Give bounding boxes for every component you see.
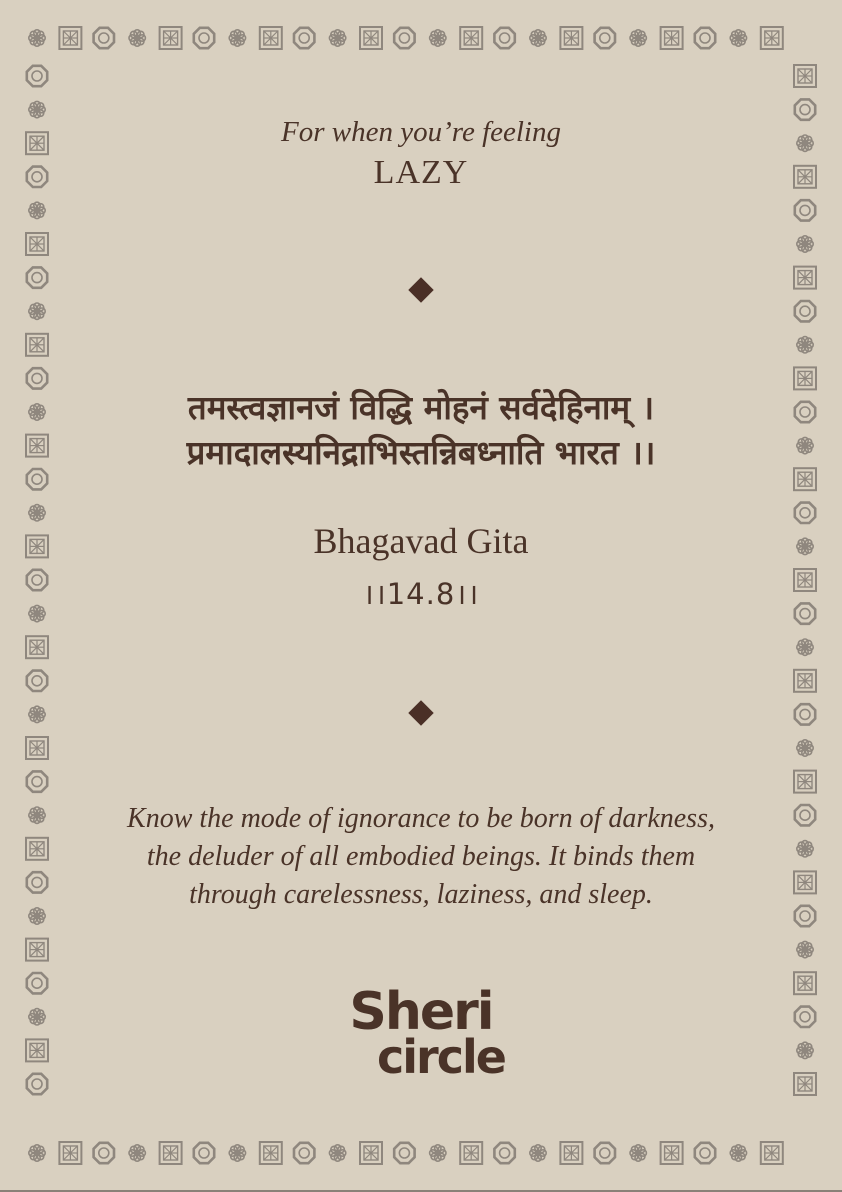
brand-logo-line-2: circle [377,1030,505,1084]
intro-lead-text: For when you’re feeling [281,116,561,148]
brand-logo-line-1: Sheri [349,982,493,1042]
source-title: Bhagavad Gita [313,521,529,561]
translation-line-1: Know the mode of ignorance to be born of darkness, [127,803,715,834]
translation-line-3: through carelessness, laziness, and sleep. [189,879,653,910]
sanskrit-verse-line-1: तमस्त्वज्ञानजं विद्धि मोहनं सर्वदेहिनाम् । [187,388,655,427]
mood-word: LAZY [373,154,469,191]
sanskrit-verse-line-2: प्रमादालस्यनिद्राभिस्तन्निबध्नाति भारत ।। [186,433,656,472]
diamond-icon [408,700,433,725]
verse-reference: ।।14.8।। [362,577,480,611]
diamond-icon [408,277,433,302]
translation-line-2: the deluder of all embodied beings. It binds them [146,841,696,872]
